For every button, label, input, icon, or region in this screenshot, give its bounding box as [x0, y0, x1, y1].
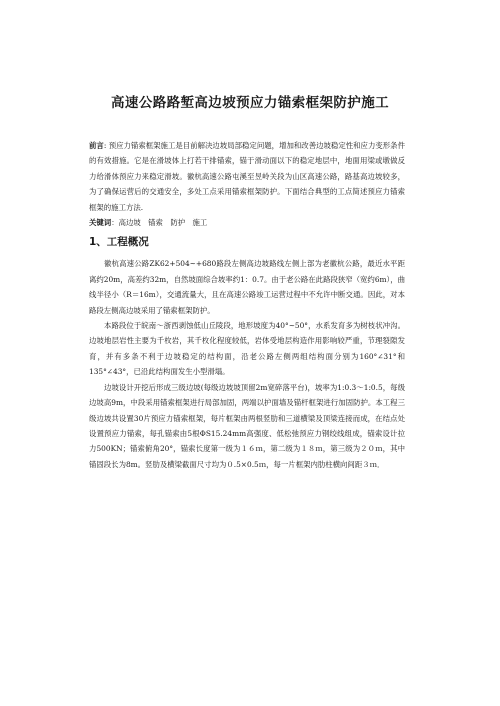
- abstract-paragraph: 前言: 预应力锚索框架施工是目前解决边坡局部稳定问题，增加和改善边坡稳定性和应力变形条件的有效措施。它是在滑坡体上打若干排锚索，锚于滑动面以下的稳定地层中，地面用梁或墩做反力给滑体预应力来稳定滑坡。徽杭高速公路屯溪至昱岭关段为山区高速公路，路基高边坡较多，为了确保运营后的交通安全，多处工点采用锚索框架防护。下面结合典型的工点简述预应力锚索框架的施工方法.: [89, 141, 405, 212]
- keywords-label: 关键词: [89, 218, 112, 228]
- body-paragraph-2: 本路段位于皖南～浙西剥蚀低山丘陵段，地形坡度为40°~50°，水系发育多为树枝状冲沟。边坡地层岩性主要为千枚岩，其千枚化程度较低，岩体受地层构造作用影响较严重，节理裂隙发育，并有多条不利于边坡稳定的结构面，沿老公路左侧两组结构面分别为160°∠31°和135°∠43°，已沿此结构面发生小型滑塌。: [89, 321, 405, 377]
- keywords-text: 高边坡 锚索 防护 施工: [118, 218, 208, 228]
- document-body: [89, 138, 405, 472]
- document-title: 高速公路路堑高边坡预应力锚索框架防护施工: [111, 95, 389, 111]
- keywords-line: 关键词：高边坡 锚索 防护 施工: [89, 218, 208, 228]
- abstract-text: 预应力锚索框架施工是目前解决边坡局部稳定问题，增加和改善边坡稳定性和应力变形条件的有效措施。它是在滑坡体上打若干排锚索，锚于滑动面以下的稳定地层中，地面用梁或墩做反力给滑体预应力来稳定滑坡。徽杭高速公路屯溪至昱岭关段为山区高速公路，路基高边坡较多，为了确保运营后的交通安全，多处工点采用锚索框架防护。下面结合典型的工点简述预应力锚索框架的施工方法.: [89, 141, 405, 212]
- abstract-label: 前言: [89, 141, 104, 150]
- body-paragraph-3: 边坡设计开挖后形成三级边坡(每级边坡坡顶留2m宽碎落平台)，坡率为1:0.3～1:0.5，每级边坡高9m，中段采用锚索框架进行局部加固，两端以护面墙及锚杆框架进行加固防护。本工程三级边坡共设置30片预应力锚索框架，每片框架由两根竖肋和三道横梁及顶梁连接而成，在结点处设置预应力锚索，每孔锚索由5根ΦS15.24mm高强度、低松弛预应力钢绞线组成，锚索设计拉力500KN；锚索俯角20°，锚索长度第一级为１６ｍ，第二级为１８ｍ，第三级为２０ｍ，其中锚固段长为8m。竖肋及横梁截面尺寸均为０.5×0.5ｍ，每一片框架内肋柱横向间距３ｍ．: [89, 382, 405, 469]
- body-paragraph-1: 徽杭高速公路ZK62+504~+680路段左侧高边坡路线左侧上部为老徽杭公路，最近水平距离约20m，高差约32m，自然坡面综合坡率约1：0.7。由于老公路在此路段狭窄（宽约6m），曲线半径小（R＝16m），交通流量大，且在高速公路竣工运营过程中不允许中断交通。因此，对本路段左侧高边坡采用了锚索框架防护。: [89, 259, 405, 315]
- section-heading: 1、工程概况: [89, 236, 149, 249]
